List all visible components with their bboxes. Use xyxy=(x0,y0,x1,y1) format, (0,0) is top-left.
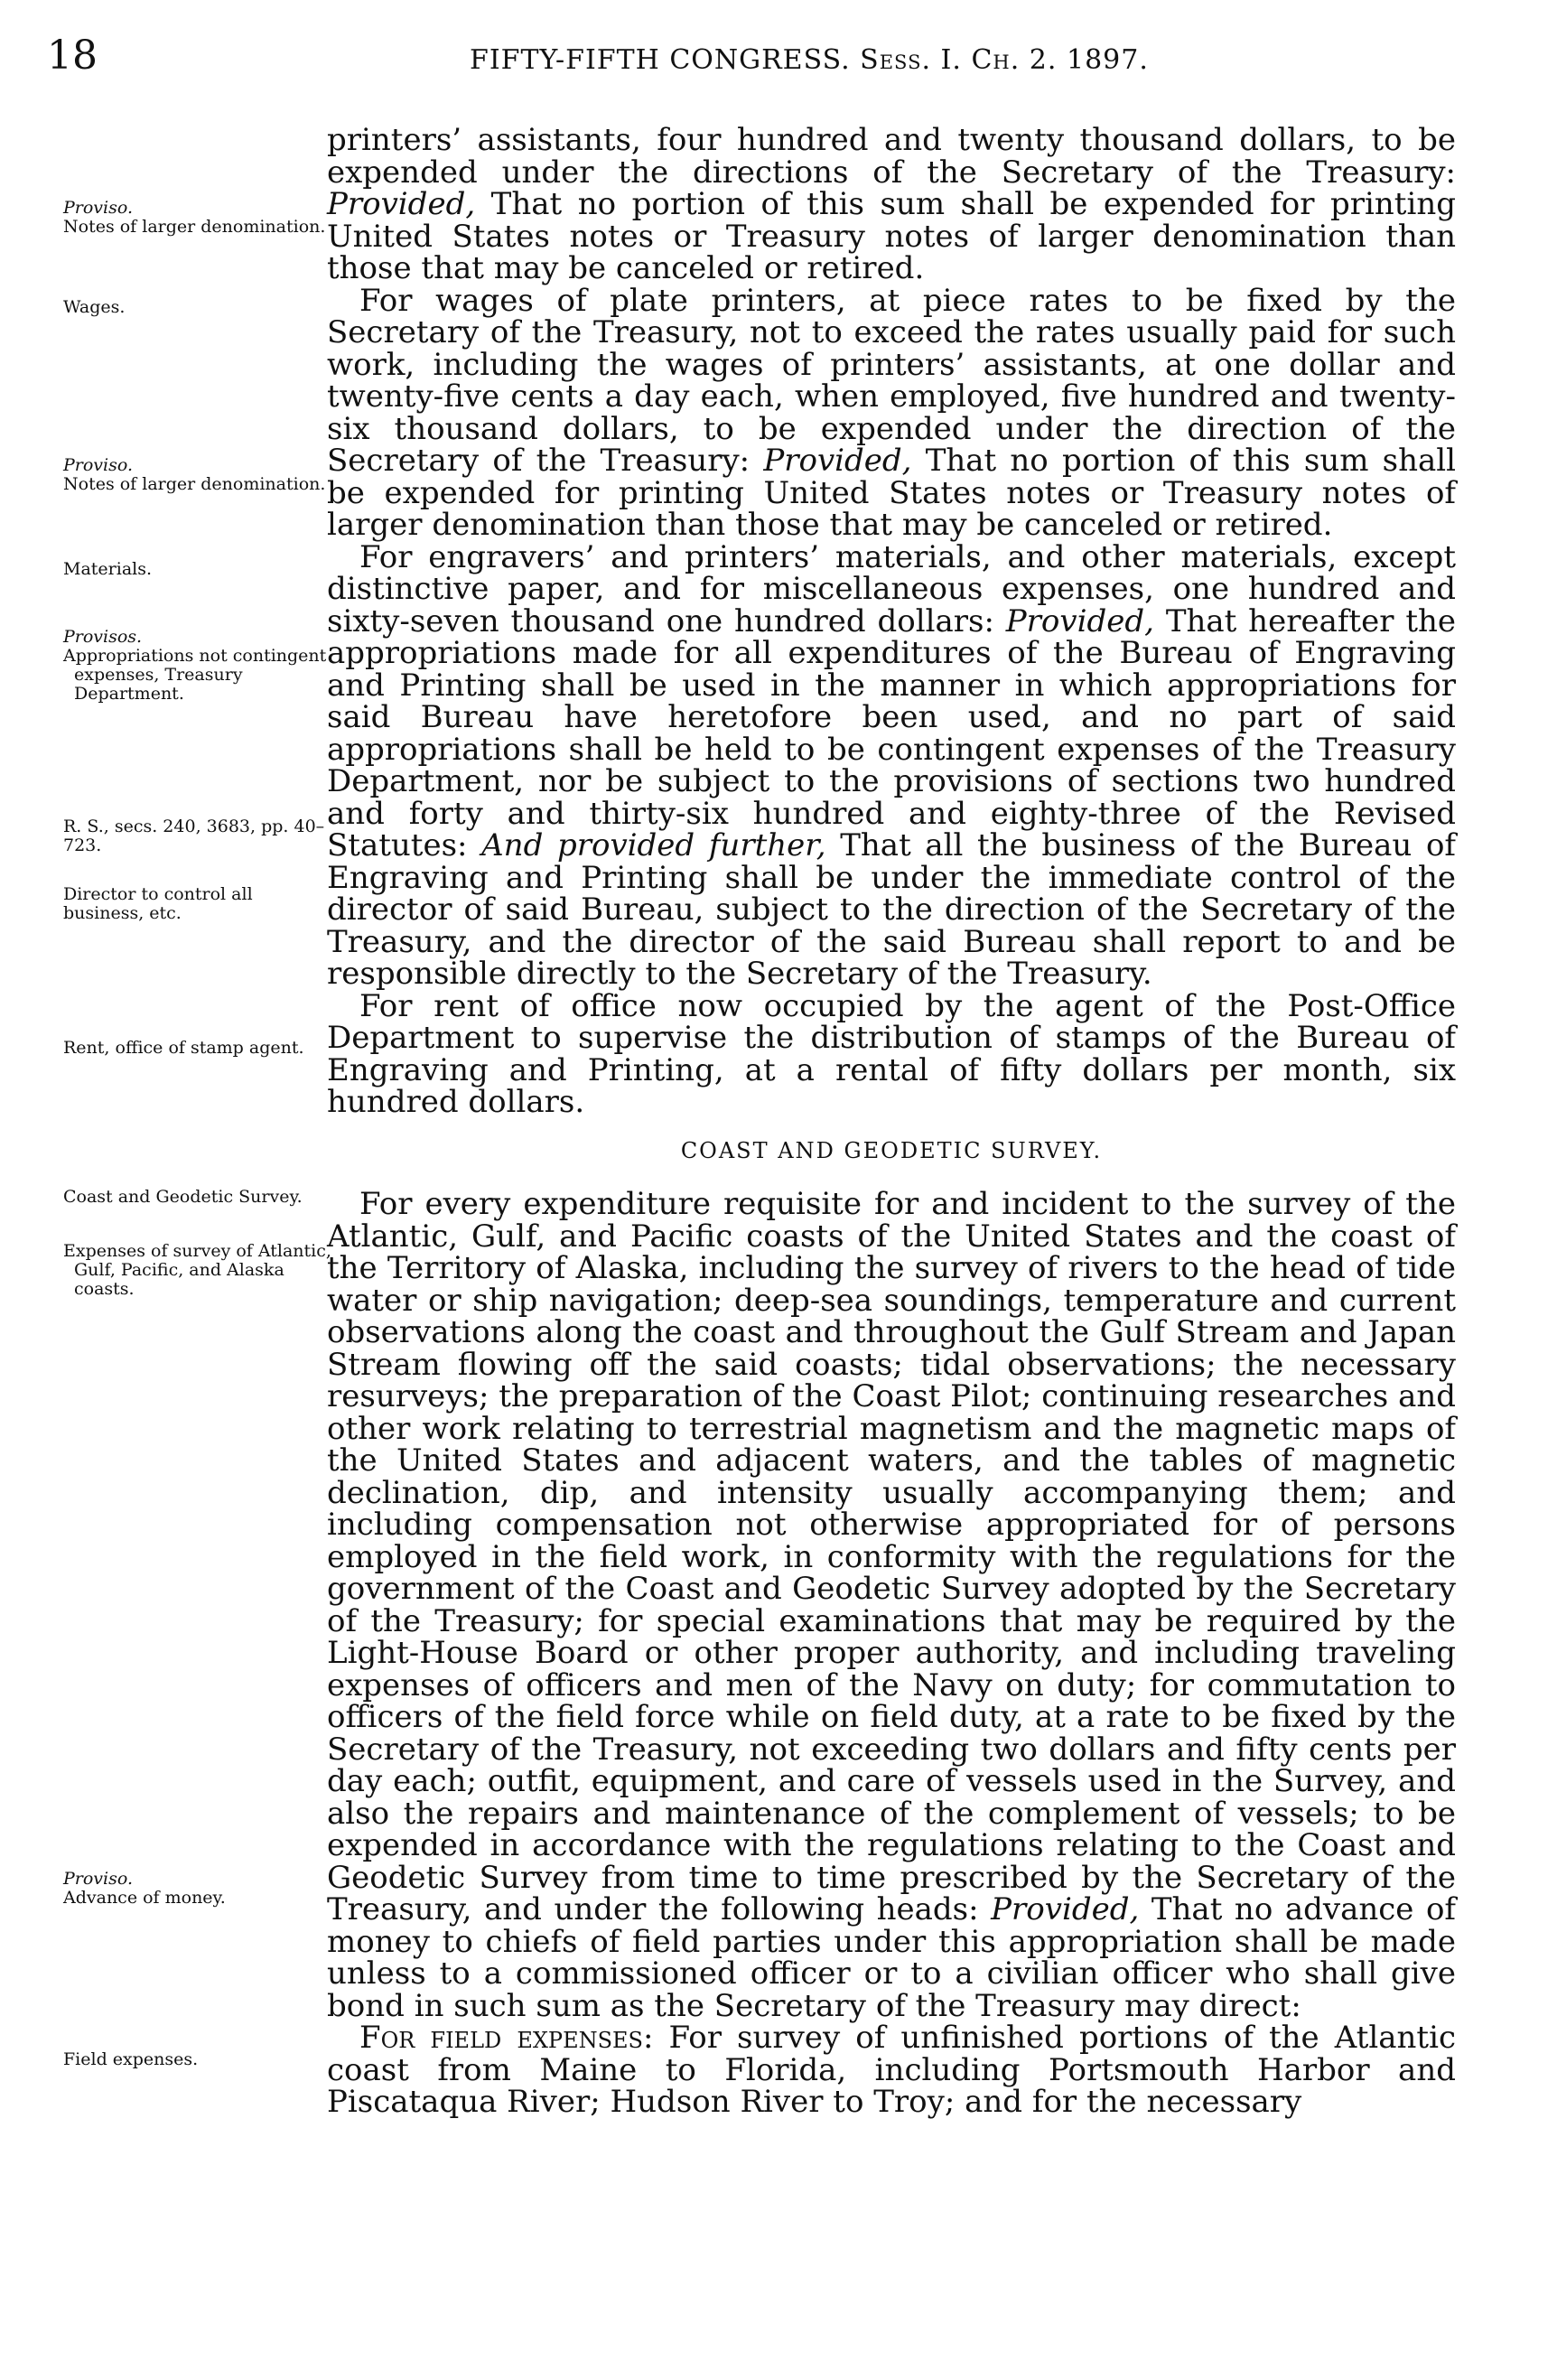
running-head-session: Sess. I. xyxy=(860,44,962,76)
paragraph-coast-survey xyxy=(327,1186,1457,2024)
paragraph-text: That no advance of money to chiefs of field parties under this appropriation shall be made unless to a commissioned officer or to a civilian officer who shall give bond in such sum as the Secretary of the Treasury may direct: xyxy=(327,1891,1457,2024)
paragraph-text: For survey of unfinished portions of the Atlantic coast from Maine to Florida, including Portsmouth Harbor and Piscataqua River; Hudson River to Troy; and for the necessary xyxy=(327,2020,1456,2120)
paragraph-text: For every expenditure requisite for and incident to the survey of the Atlantic, Gulf, and Pacific coasts of the United States and the coast of the Territory of Alaska, including the survey of rivers to the head of tide water or ship navigation; deep-sea soundings, temperature and current observations along the coast and throughout the Gulf Stream and Japan Stream flowing off the said coasts; tidal observations; the necessary resurveys; the preparation of the Coast Pilot; continuing researches and other work relating to terrestrial magnetism and the magnetic maps of the United States and adjacent waters, and the tables of magnetic declination, dip, and intensity usually accompanying them; and including compensation not otherwise appropriated for of persons employed in the field work, in conformity with the regulations for the government of the Coast and Geodetic Survey adopted by the Secretary of the Treasury; for special examinations that may be required by the Light-House Board or other proper authority, and including traveling expenses of officers and men of the Navy on duty; for commutation to officers of the field force while on field duty, at a rate to be fixed by the Secretary of the Treasury, not exceeding two dollars and fifty cents per day each; outfit, equipment, and care of vessels used in the Survey, and also the repairs and maintenance of the complement of vessels; to be expended in accordance with the regulations relating to the Coast and Geodetic Survey from time to time prescribed by the Secretary of the Treasury, and under the following heads: xyxy=(327,1186,1456,1927)
proviso-keyword: Provided, xyxy=(327,186,476,222)
paragraph-text: For wages of plate printers, at piece rates to be fixed by the Secretary of the Treasury, not to exceed the rates usually paid for such work, including the wages of printers’ assistants, at one dollar and twenty-five cents a day each, when employed, five hundred and twenty-six thousand dollars, to be expended under the direction of the Secretary of the Treasury: xyxy=(327,282,1456,479)
margin-note xyxy=(63,1242,334,1299)
paragraph-text: That no portion of this sum shall be expended for printing United States notes or Treasury notes of larger denomination than those that may be canceled or retired. xyxy=(327,443,1457,543)
margin-note-text: Field expenses. xyxy=(63,2049,199,2069)
margin-note xyxy=(63,298,334,317)
margin-note-text: Notes of larger denomination. xyxy=(63,217,326,237)
proviso-keyword: Provided, xyxy=(991,1891,1140,1927)
proviso-keyword: Provided, xyxy=(1005,602,1154,639)
proviso-keyword: And provided further, xyxy=(481,827,826,863)
margin-note-text: Director to control all business, etc. xyxy=(63,884,253,923)
paragraph-materials xyxy=(327,538,1457,992)
margin-note-text: R. S., secs. 240, 3683, pp. 40–723. xyxy=(63,817,325,855)
page-header xyxy=(0,0,1557,108)
running-head xyxy=(470,45,1149,76)
paragraph-rent xyxy=(327,987,1456,1120)
running-head-chapter: Ch. 2. xyxy=(971,44,1058,76)
paragraph-text: For engravers’ and printers’ materials, and other materials, except distinctive paper, and for miscellaneous expenses, one hundred and sixty-seven thousand one hundred dollars: xyxy=(327,538,1456,639)
margin-note xyxy=(63,628,334,704)
margin-note xyxy=(63,456,334,494)
margin-note-text: Appropriations not contingent expenses, Treasury Department. xyxy=(63,646,327,704)
paragraph-text: That hereafter the appropriations made for all expenditures of the Bureau of Engraving and Printing shall be used in the manner in which appropriations for said Bureau have heretofore been used, and no part of said appropriations shall be held to be contingent expenses of the Treasury Department, nor be subject to the provisions of sections two hundred and forty and thirty-six hundred and eighty-three of the Revised Statutes: xyxy=(327,602,1457,863)
margin-note-proviso-label: Proviso. xyxy=(63,198,134,218)
margin-note-text: Coast and Geodetic Survey. xyxy=(63,1187,303,1207)
paragraph-field-expenses xyxy=(327,2022,1456,2119)
paragraph-text: printers’ assistants, four hundred and twenty thousand dollars, to be expended under the directions of the Secretary of the Treasury: xyxy=(327,122,1456,191)
margin-note xyxy=(63,1870,334,1908)
margin-note-text: Wages. xyxy=(63,297,126,317)
margin-note-proviso-label: Proviso. xyxy=(63,1869,134,1889)
margin-note xyxy=(63,199,334,237)
paragraph-text: That all the business of the Bureau of Engraving and Printing shall be under the immediate control of the director of said Bureau, subject to the direction of the Secretary of the Treasury, and the director of the said Bureau shall report to and be responsible directly to the Secretary of the Treasury. xyxy=(327,827,1456,992)
margin-note xyxy=(63,817,334,855)
section-heading: COAST AND GEODETIC SURVEY. xyxy=(680,1137,1103,1163)
margin-note xyxy=(63,2050,334,2069)
margin-note-proviso-label: Provisos. xyxy=(63,627,143,647)
margin-note xyxy=(63,560,334,579)
paragraph-text: That no portion of this sum shall be expended for printing United States notes or Treasury notes of larger denomination than those that may be canceled or retired. xyxy=(327,186,1456,286)
margin-note xyxy=(63,1188,334,1207)
paragraph-wages xyxy=(327,282,1457,543)
running-head-congress: FIFTY-FIFTH CONGRESS. xyxy=(470,44,851,76)
margin-note-text: Notes of larger denomination. xyxy=(63,474,326,494)
proviso-keyword: Provided, xyxy=(763,443,912,479)
paragraph-text: For rent of office now occupied by the agent of the Post-Office Department to supervise the distribution of stamps of the Bureau of Engraving and Printing, at a rental of fifty dollars per month, six hundred dollars. xyxy=(327,987,1456,1120)
paragraph-printers-assistants xyxy=(327,122,1456,286)
margin-note-text: Advance of money. xyxy=(63,1888,226,1908)
main-text xyxy=(327,122,1457,2120)
margin-note-proviso-label: Proviso. xyxy=(63,455,134,475)
paragraph-lead: For field expenses: xyxy=(359,2020,654,2056)
margin-note-text: Rent, office of stamp agent. xyxy=(63,1038,304,1058)
margin-note-text: Expenses of survey of Atlantic, Gulf, Pacific, and Alaska coasts. xyxy=(63,1241,331,1299)
margin-note-text: Materials. xyxy=(63,559,153,579)
page-number: 18 xyxy=(47,33,98,79)
running-head-year: 1897. xyxy=(1066,44,1149,76)
margin-note xyxy=(63,885,334,923)
margin-note xyxy=(63,1039,334,1058)
